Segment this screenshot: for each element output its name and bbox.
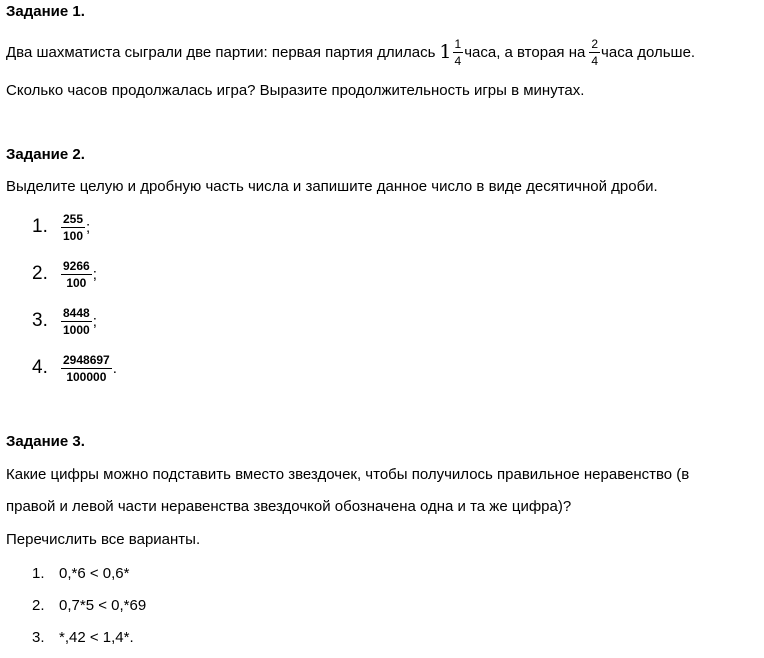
task2-fraction	[61, 354, 112, 383]
task1-first-fraction	[453, 38, 464, 67]
task2-fraction	[61, 213, 85, 242]
task1-text-before: Два шахматиста сыграли две партии: первая партия длилась	[6, 43, 436, 61]
task1-line1	[6, 32, 695, 72]
fraction-numerator: 1	[454, 36, 462, 51]
task2-fraction	[61, 260, 92, 289]
task3-item	[32, 594, 146, 616]
task3-line3: Перечислить все варианты.	[6, 531, 201, 548]
fraction-denominator: 1000	[63, 322, 90, 337]
task1-title: Задание 1.	[6, 3, 85, 20]
list-punct: ;	[92, 312, 97, 330]
fraction-numerator: 8448	[63, 305, 90, 320]
task1-first-whole: 1	[439, 41, 452, 63]
task1-second-fraction	[589, 38, 600, 67]
fraction-denominator: 4	[591, 53, 599, 68]
fraction-denominator: 100	[66, 275, 87, 290]
task3-item	[32, 626, 134, 648]
task3-inequality: 0,*6 < 0,6*	[59, 564, 130, 582]
task1-question: Сколько часов продолжалась игра? Выразите продолжительность игры в минутах.	[6, 82, 585, 99]
task2-item	[32, 302, 97, 340]
task1-text-after: часа дольше.	[601, 43, 696, 61]
fraction-denominator: 100	[63, 228, 84, 243]
fraction-denominator: 100000	[66, 369, 107, 384]
list-number: 3.	[32, 310, 48, 331]
list-punct: ;	[92, 265, 97, 283]
task2-fraction	[61, 307, 92, 336]
task3-item	[32, 562, 129, 584]
task3-inequality: 0,7*5 < 0,*69	[59, 596, 147, 614]
task2-instruction: Выделите целую и дробную часть числа и запишите данное число в виде десятичной дроби.	[6, 178, 658, 195]
fraction-denominator: 4	[454, 53, 462, 68]
task2-item	[32, 349, 117, 387]
list-punct: ;	[86, 218, 91, 236]
list-punct: .	[112, 359, 117, 377]
list-number: 1.	[32, 216, 48, 237]
task2-item	[32, 208, 90, 246]
task3-line2: правой и левой части неравенства звездочкой обозначена одна и та же цифра)?	[6, 498, 572, 515]
list-number: 3.	[32, 628, 45, 646]
fraction-numerator: 9266	[63, 258, 90, 273]
task2-title: Задание 2.	[6, 146, 85, 163]
task3-title: Задание 3.	[6, 433, 85, 450]
list-number: 2.	[32, 263, 48, 284]
task3-line1: Какие цифры можно подставить вместо звездочек, чтобы получилось правильное неравенство (в	[6, 466, 690, 483]
task3-inequality: *,42 < 1,4*.	[59, 628, 134, 646]
list-number: 2.	[32, 596, 45, 614]
list-number: 1.	[32, 564, 45, 582]
list-number: 4.	[32, 357, 48, 378]
fraction-numerator: 2948697	[63, 352, 110, 367]
fraction-numerator: 255	[63, 211, 84, 226]
task1-text-mid: часа, а вторая на	[464, 43, 586, 61]
task2-item	[32, 255, 97, 293]
fraction-numerator: 2	[591, 36, 599, 51]
